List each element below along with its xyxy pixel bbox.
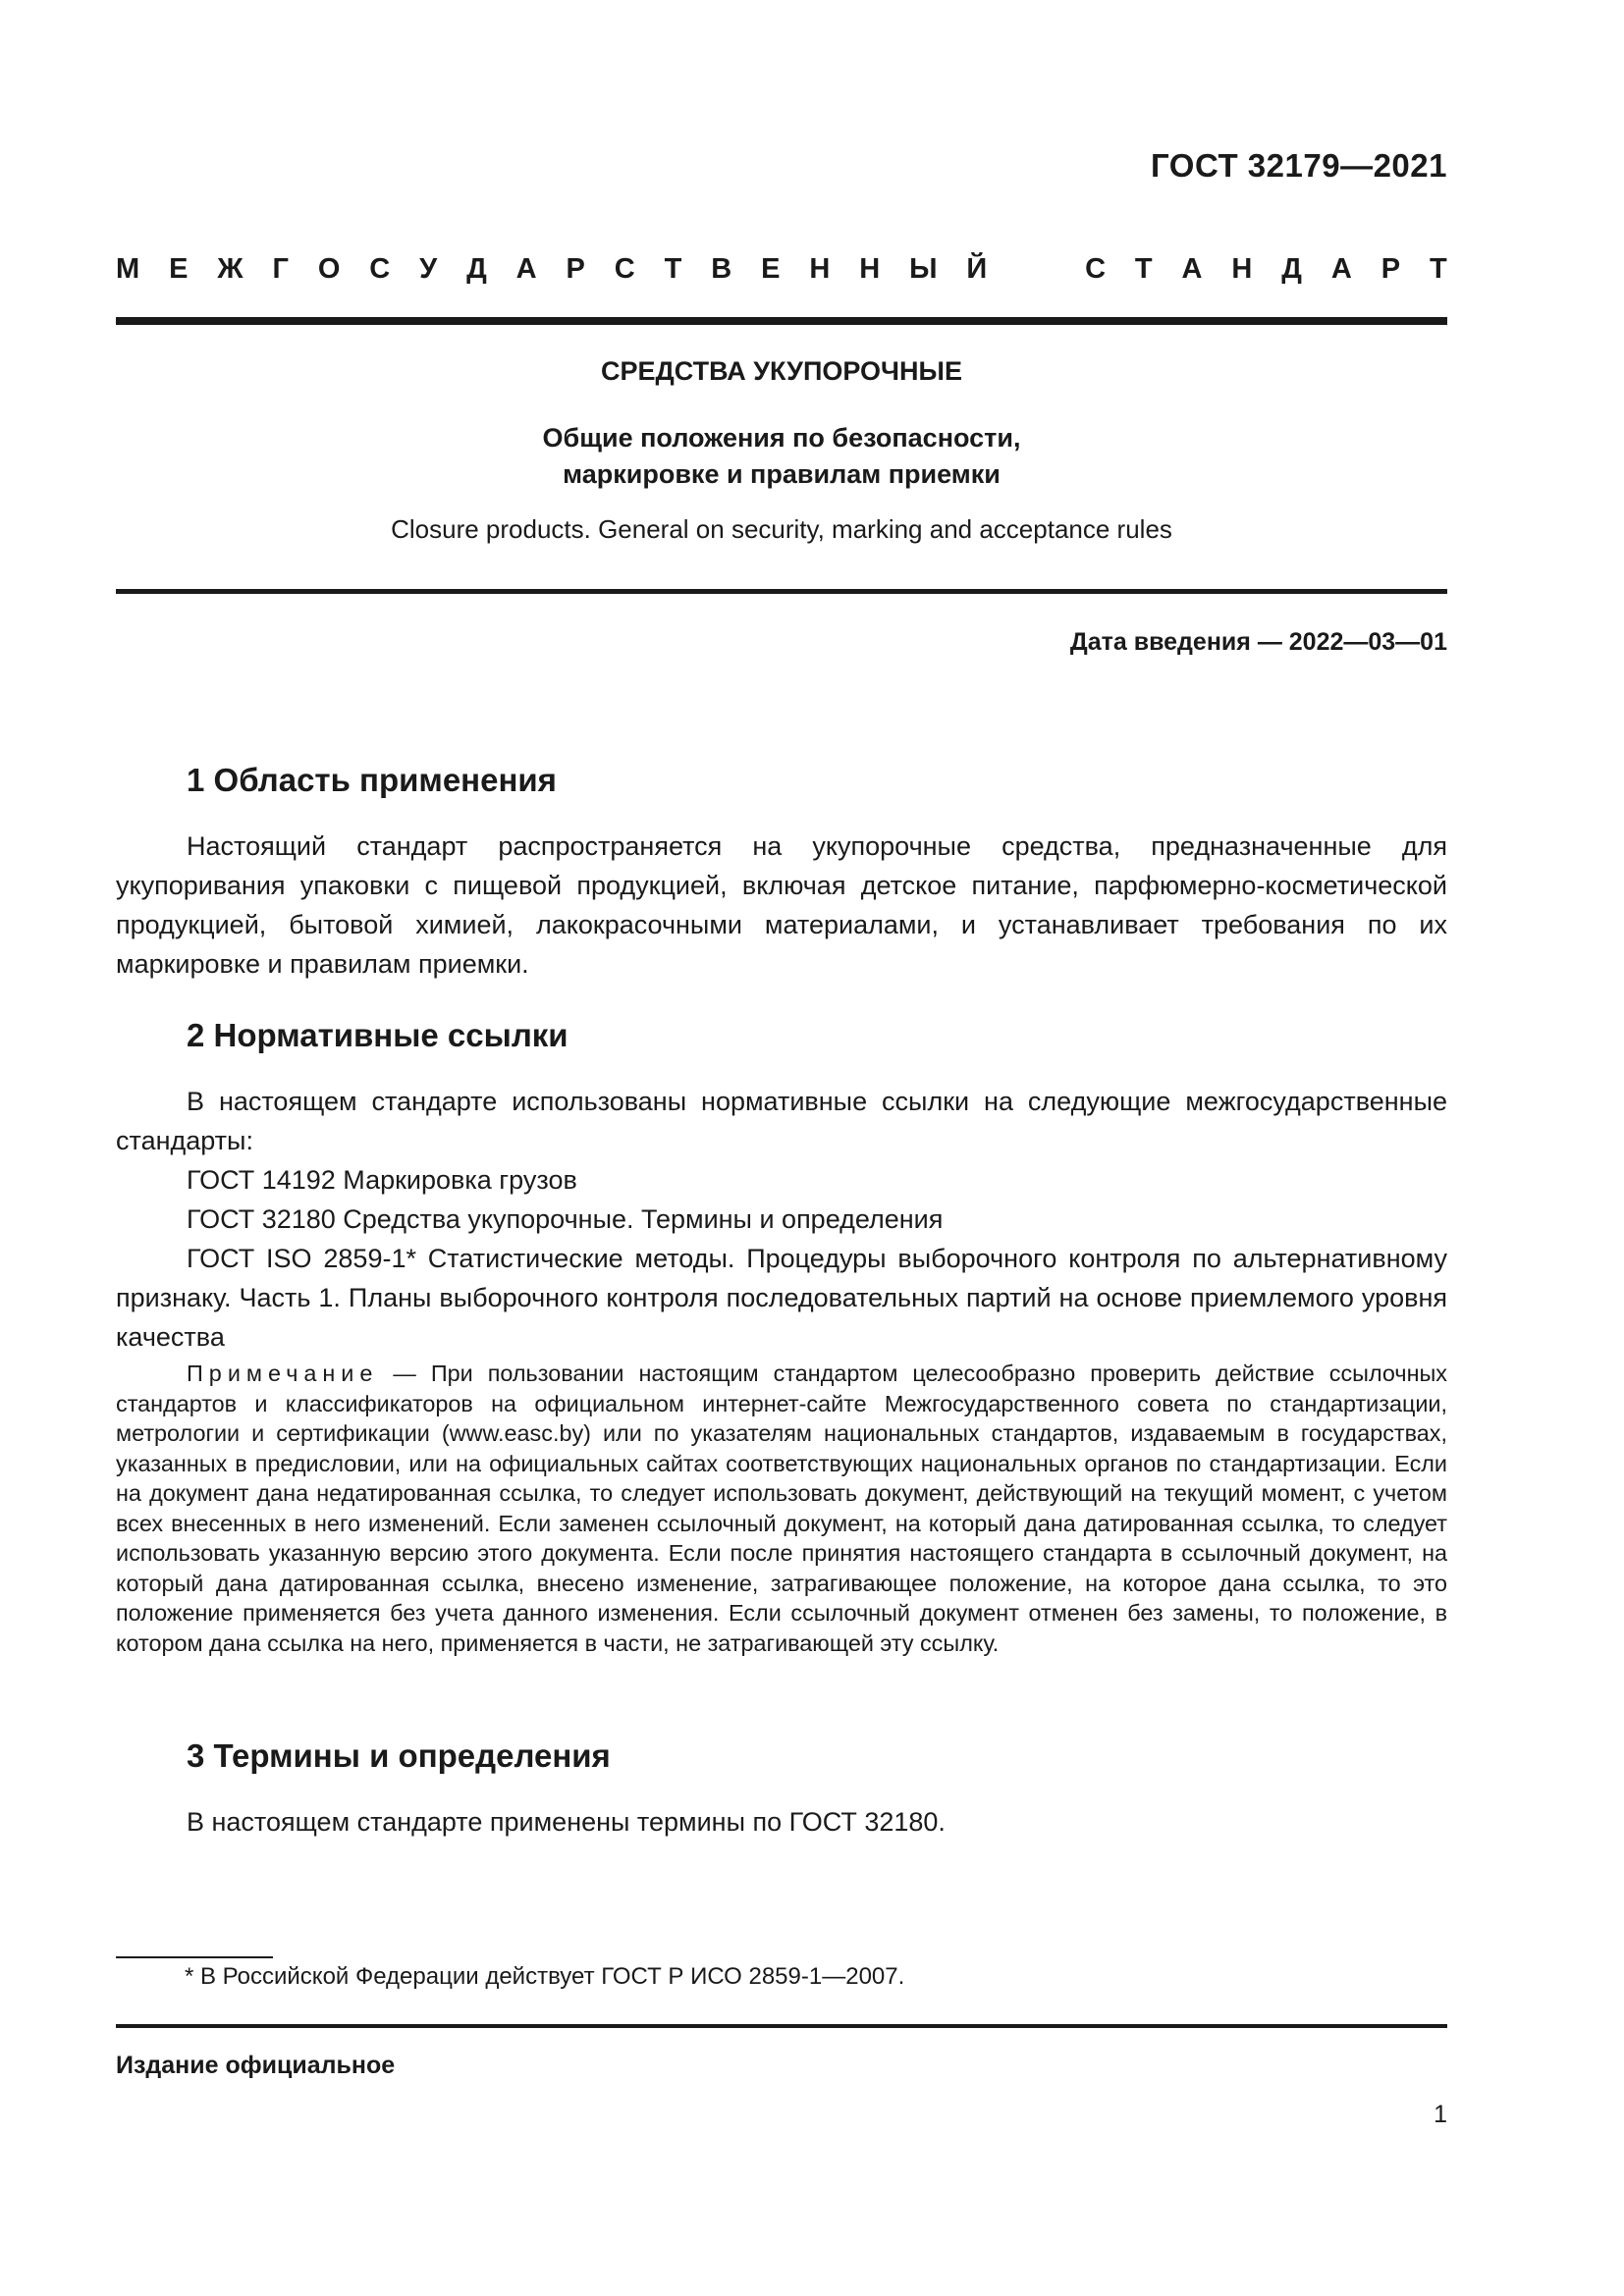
note-text: — При пользовании настоящим стандартом целесообразно проверить действие ссылочных стандартов и классификаторов на официальном интернет-сайте Межгосударственного совета по стандартизации, метрологии и сертификации (www.easc.by) или по указателям национальных стандартов, издаваемым в государствах, указанных в предисловии, или на официальных сайтах соответствующих национальных органов по стандартизации. Если на документ дана недатированная ссылка, то следует использовать документ, действующий на текущий момент, с учетом всех внесенных в него изменений. Если заменен ссылочный документ, на который дана датированная ссылка, то следует использовать указанную версию этого документа. Если после принятия настоящего стандарта в ссылочный документ, на который дана датированная ссылка, внесено изменение, затрагивающее положение, на которое дана ссылка, то это положение применяется без учета данного изменения. Если ссылочный документ отменен без замены, то положение, в котором дана ссылка на него, применяется в части, не затрагивающей эту ссылку.: [116, 1361, 1447, 1656]
banner-letter: Н: [859, 253, 881, 285]
title-rule: [116, 589, 1447, 594]
banner-letter: А: [515, 253, 537, 285]
banner-letter: Т: [664, 253, 682, 285]
section-1-paragraph: Настоящий стандарт распространяется на укупорочные средства, предназначенные для укупоривания упаковки с пищевой продукцией, включая детское питание, парфюмерно-косметической продукцией, бытовой химией, лакокрасочными материалами, и устанавливает требования по их маркировке и правилам приемки.: [116, 831, 1447, 979]
header-rule: [116, 317, 1447, 325]
reference-gost-iso-2859-1: [116, 1239, 1447, 1357]
section-1-heading: 1 Область применения: [187, 762, 557, 798]
banner-letter: Г: [272, 253, 289, 285]
banner-letter: В: [711, 253, 732, 285]
banner-word-gap: [1016, 253, 1056, 286]
banner-letter: Р: [566, 253, 585, 285]
section-1-text: [116, 827, 1447, 984]
banner-letter: О: [317, 253, 341, 285]
banner-letter: С: [369, 253, 391, 285]
section-2-text: [116, 1082, 1447, 1160]
banner-letter: Е: [169, 253, 189, 285]
edition-label: Издание официальное: [116, 2052, 396, 2079]
section-3-paragraph: В настоящем стандарте применены термины по ГОСТ 32180.: [187, 1807, 946, 1837]
section-2-note: [116, 1359, 1447, 1658]
section-3-heading: 3 Термины и определения: [187, 1737, 611, 1774]
banner-letter: С: [1085, 253, 1107, 285]
footer-rule: [116, 2024, 1447, 2028]
banner-letter: Д: [1281, 253, 1302, 285]
banner-letter: Й: [966, 253, 988, 285]
section-3-text: [116, 1802, 1447, 1842]
banner-letter: Ы: [909, 253, 938, 285]
reference-gost-32180: ГОСТ 32180 Средства укупорочные. Термины и определения: [187, 1204, 944, 1234]
banner-letter: Т: [1429, 253, 1447, 285]
english-title: Closure products. General on security, marking and acceptance rules: [391, 514, 1172, 544]
section-2-heading: 2 Нормативные ссылки: [187, 1017, 568, 1053]
banner-letter: Д: [466, 253, 487, 285]
banner-letter: С: [614, 253, 635, 285]
subtitle-line-2: маркировке и правилам приемки: [563, 459, 1001, 489]
banner-letter: Ж: [217, 253, 244, 285]
footnote: * В Российской Федерации действует ГОСТ Р ИСО 2859-1—2007.: [185, 1963, 905, 1990]
document-type-banner: [116, 253, 1447, 286]
reference-gost-14192: ГОСТ 14192 Маркировка грузов: [187, 1165, 577, 1195]
document-number: ГОСТ 32179—2021: [1151, 147, 1447, 184]
note-label: Примечание: [187, 1361, 379, 1386]
standard-title: СРЕДСТВА УКУПОРОЧНЫЕ: [601, 356, 962, 386]
banner-letter: Н: [1231, 253, 1253, 285]
section-2-paragraph: В настоящем стандарте использованы нормативные ссылки на следующие межгосударственные стандарты:: [116, 1087, 1447, 1155]
standard-subtitle: [116, 420, 1447, 493]
banner-letter: М: [116, 253, 140, 285]
banner-letter: А: [1330, 253, 1352, 285]
banner-letter: А: [1181, 253, 1203, 285]
page-number: 1: [1434, 2101, 1447, 2128]
reference-gost-iso-text: ГОСТ ISO 2859-1* Статистические методы. Процедуры выборочного контроля по альтернативному признаку. Часть 1. Планы выборочного контроля последовательных партий на основе приемлемого уровня качества: [116, 1244, 1447, 1352]
banner-letter: Т: [1134, 253, 1153, 285]
footnote-rule: [116, 1956, 273, 1958]
introduction-date: Дата введения — 2022—03—01: [1069, 628, 1447, 656]
subtitle-line-1: Общие положения по безопасности,: [542, 423, 1021, 453]
banner-letter: У: [419, 253, 438, 285]
banner-letter: Н: [809, 253, 831, 285]
banner-letter: Е: [761, 253, 781, 285]
banner-letter: Р: [1380, 253, 1401, 285]
